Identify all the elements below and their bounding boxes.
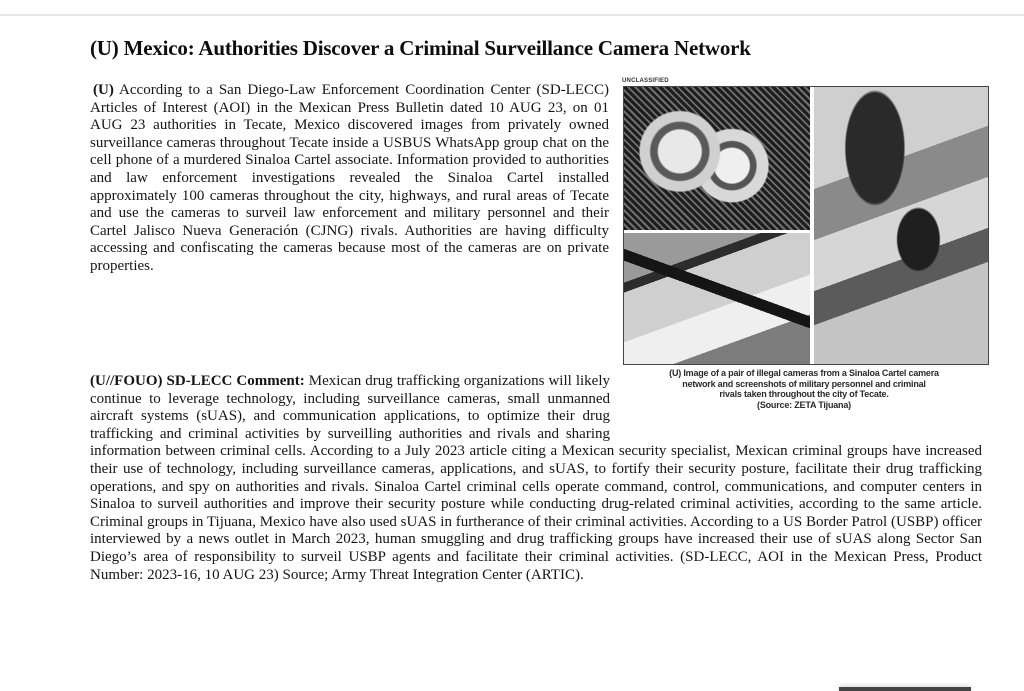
photo-military-truck [624,233,810,364]
figure-wrap-spacer [610,373,982,426]
figure-classification-marking: UNCLASSIFIED [622,78,669,84]
caption-line: rivals taken throughout the city of Tecate. [719,389,889,399]
photo-dome-cameras [624,87,810,230]
paragraph-1-text: According to a San Diego-Law Enforcement Coordination Center (SD-LECC) Articles of Interest (AOI) in the Mexican Press Bulletin dated 10 AUG 23, on 01 AUG 23 authorities in Tecate, Mexico discovered images from privately owned surveillance cameras throughout Tecate inside a USBUS WhatsApp group chat on the cell phone of a murdered Sinaloa Cartel associate. Information provided to authorities and law enforcement investigations revealed the Sinaloa Cartel installed approximately 100 cameras throughout the city, highways, and rural areas of Tecate and use the cameras to surveil law enforcement and military personnel and their Cartel Jalisco Nueva Generación (CJNG) rivals. Authorities are having difficulty accessing and confiscating the cameras because most of the cameras are on private properties. [90,82,609,274]
article-paragraph-2 [90,373,982,584]
article-title: (U) Mexico: Authorities Discover a Criminal Surveillance Camera Network [90,36,751,60]
comment-lead: (U//FOUO) SD-LECC Comment: [90,373,305,389]
caption-line: network and screenshots of military personnel and criminal [682,378,926,389]
document-page [0,16,1024,691]
page-nav-toolbar[interactable] [839,687,971,691]
viewer-top-bar [0,0,1024,16]
classification-marking: (U) [93,82,114,98]
paragraph-2-text: Mexican drug trafficking organizations will likely continue to leverage technology, including surveillance cameras, small unmanned aircraft systems (sUAS), and communication applications, to optimize their drug trafficking and criminal activities by surveilling authorities and rivals and sharing information between criminal cells. According to a July 2023 article citing a Mexican security specialist, Mexican criminal groups have increased their use of technology, including surveillance cameras, applications, and sUAS, to fortify their security posture, facilitate their drug trafficking operations, and spy on authorities and rivals. Sinaloa Cartel criminal cells operate command, control, communications, and computer centers in Sinaloa to surveil authorities and improve their security posture while conducting drug-related criminal activities, according to the same article. Criminal groups in Tijuana, Mexico have also used sUAS in furtherance of their criminal activities. According to a US Border Patrol (USBP) officer interviewed by a news outlet in March 2023, human smuggling and drug trafficking groups have increased their use of sUAS along Sector San Diego’s area of responsibility to surveil USBP agents and facilitate their criminal activities. (SD-LECC, AOI in the Mexican Press, Product Number: 2023-16, 10 AUG 23) Source; Army Threat Integration Center (ARTIC). [90,373,982,583]
caption-line: (U) Image of a pair of illegal cameras from a Sinaloa Cartel camera [669,368,939,378]
caption-source: (Source: ZETA Tijuana) [757,399,851,410]
article-figure [620,76,988,410]
photo-collage [623,86,989,365]
article-paragraph-1 [90,82,609,276]
photo-street-aerial [814,87,988,364]
